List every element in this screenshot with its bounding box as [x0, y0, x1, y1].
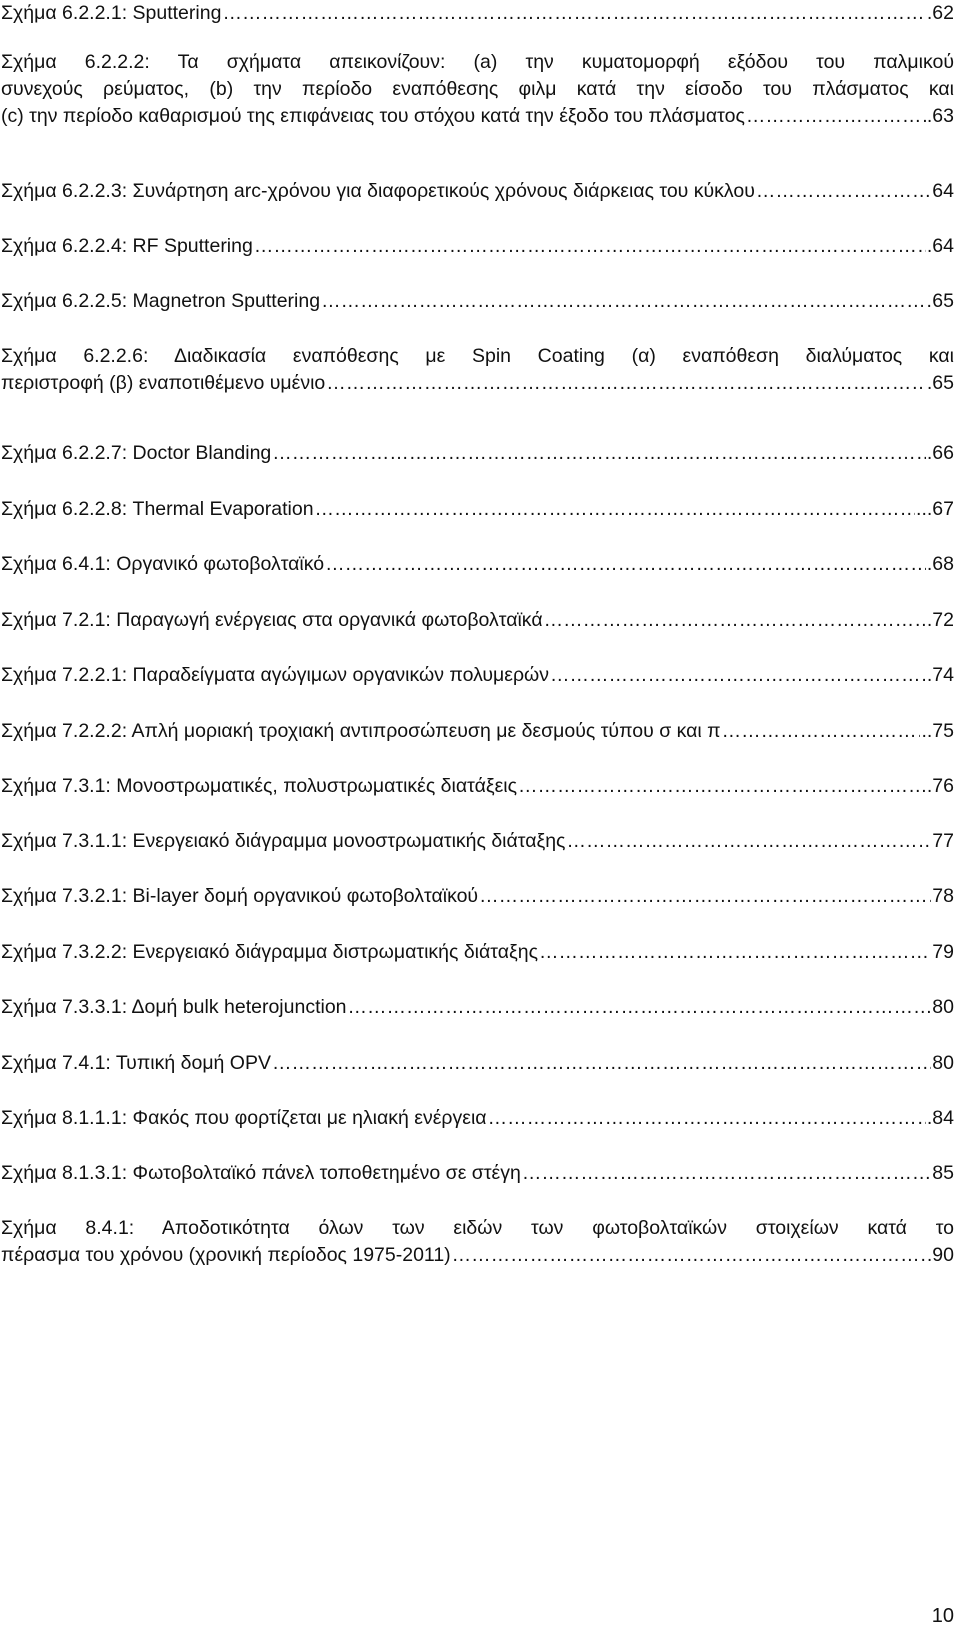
toc-entry[interactable]	[1, 718, 954, 745]
toc-entry-label: Σχήμα 7.4.1: Τυπική δομή OPV	[1, 1052, 271, 1074]
dot-leader	[321, 288, 931, 315]
toc-entry-page: 77	[932, 830, 954, 852]
toc-entry-page: .65	[926, 372, 954, 394]
toc-entry-page: ..75	[921, 720, 954, 742]
toc-entry-label: Σχήμα 7.3.2.2: Ενεργειακό διάγραμμα διστρωματικής διάταξης	[1, 941, 538, 963]
toc-entry-label: Σχήμα 6.4.1: Οργανικό φωτοβολταϊκό	[1, 553, 325, 575]
toc-entry-line	[1, 662, 954, 689]
toc-entry-page: 79	[932, 941, 954, 963]
toc-entry[interactable]	[1, 662, 954, 689]
toc-entry-line	[1, 1050, 954, 1077]
toc-entry-line	[1, 883, 954, 910]
toc-entry-line	[1, 939, 954, 966]
toc-entry-line	[1, 288, 954, 315]
dot-leader	[272, 1050, 931, 1077]
toc-entry[interactable]	[1, 773, 954, 800]
toc-entry-page: 65	[932, 290, 954, 312]
toc-entry-label: Σχήμα 7.3.2.1: Bi-layer δομή οργανικού φωτοβολταϊκού	[1, 885, 479, 907]
toc-entry[interactable]	[1, 1160, 954, 1187]
toc-entry-line	[1, 233, 954, 260]
dot-leader	[566, 828, 931, 855]
dot-leader	[518, 773, 926, 800]
dot-leader	[315, 496, 916, 523]
toc-entry[interactable]	[1, 288, 954, 315]
toc-entry-label: Σχήμα 7.2.2.2: Απλή μοριακή τροχιακή αντιπροσώπευση με δεσμούς τύπου σ και π	[1, 720, 721, 742]
toc-entry-page: .84	[926, 1107, 954, 1129]
toc-entry-line	[1, 551, 954, 578]
toc-entry-page: .66	[926, 442, 954, 464]
dot-leader	[550, 662, 926, 689]
dot-leader	[325, 551, 926, 578]
dot-leader	[326, 370, 926, 397]
toc-entry-line: Σχήμα 6.2.2.6: Διαδικασία εναπόθεσης με Spin Coating (α) εναπόθεση διαλύματος και	[1, 345, 954, 367]
dot-leader	[479, 883, 931, 910]
dot-leader	[539, 939, 931, 966]
toc-entry[interactable]	[1, 1105, 954, 1132]
toc-entry[interactable]	[1, 496, 954, 523]
toc-entry-line	[1, 440, 954, 467]
toc-entry-line	[1, 0, 954, 27]
dot-leader	[488, 1105, 926, 1132]
toc-entry[interactable]	[1, 178, 954, 205]
toc-entry-line: Σχήμα 8.4.1: Αποδοτικότητα όλων των ειδών των φωτοβολταϊκών στοιχείων κατά το	[1, 1217, 954, 1239]
toc-entry-page: .68	[926, 553, 954, 575]
toc-entry[interactable]	[1, 0, 954, 27]
toc-entry-label: Σχήμα 7.2.1: Παραγωγή ενέργειας στα οργανικά φωτοβολταϊκά	[1, 609, 543, 631]
toc-entry-line	[1, 1105, 954, 1132]
toc-entry-label: Σχήμα 6.2.2.4: RF Sputtering	[1, 235, 253, 257]
page-number: 10	[931, 1605, 954, 1627]
toc-entry-label: Σχήμα 7.3.1.1: Ενεργειακό διάγραμμα μονοστρωματικής διάταξης	[1, 830, 566, 852]
toc-entry-line	[1, 718, 954, 745]
toc-entry-page: ...67	[916, 498, 954, 520]
dot-leader	[272, 440, 926, 467]
toc-entry-page: 85	[932, 1162, 954, 1184]
toc-entry-page: .64	[926, 235, 954, 257]
toc-entry-line	[1, 1160, 954, 1187]
toc-entry-label: (c) την περίοδο καθαρισμού της επιφάνειας του στόχου κατά την έξοδο του πλάσματος	[1, 105, 745, 127]
toc-entry-line: συνεχούς ρεύματος, (b) την περίοδο εναπόθεσης φιλμ κατά την είσοδο του πλάσματος και	[1, 78, 954, 100]
toc-entry[interactable]	[1, 440, 954, 467]
toc-entry-label: Σχήμα 6.2.2.7: Doctor Blanding	[1, 442, 272, 464]
toc-entry-page: .63	[926, 105, 954, 127]
toc-entry-line	[1, 994, 954, 1021]
toc-entry-label: Σχήμα 7.3.1: Μονοστρωματικές, πολυστρωματικές διατάξεις	[1, 775, 517, 797]
toc-entry-line	[1, 1242, 954, 1269]
toc-entry-line: Σχήμα 6.2.2.2: Τα σχήματα απεικονίζουν: (a) την κυματομορφή εξόδου του παλμικού	[1, 51, 954, 73]
toc-entry[interactable]	[1, 49, 954, 130]
toc-entry[interactable]	[1, 233, 954, 260]
toc-entry-label: Σχήμα 8.1.1.1: Φακός που φορτίζεται με ηλιακή ενέργεια	[1, 1107, 487, 1129]
toc-entry[interactable]	[1, 1050, 954, 1077]
toc-entry[interactable]	[1, 939, 954, 966]
dot-leader	[522, 1160, 931, 1187]
toc-entry-line	[1, 370, 954, 397]
toc-entry-line	[1, 773, 954, 800]
toc-entry[interactable]	[1, 994, 954, 1021]
toc-entry-label: περιστροφή (β) εναποτιθέμενο υμένιο	[1, 372, 326, 394]
toc-entry-label: Σχήμα 6.2.2.3: Συνάρτηση arc-χρόνου για διαφορετικούς χρόνους διάρκειας του κύκλου	[1, 180, 755, 202]
toc-entry-label: Σχήμα 6.2.2.1: Sputtering	[1, 2, 222, 24]
toc-entry[interactable]	[1, 551, 954, 578]
toc-entry[interactable]	[1, 883, 954, 910]
dot-leader	[254, 233, 926, 260]
dot-leader	[756, 178, 931, 205]
toc-entry-page: .72	[926, 609, 954, 631]
toc-entry-line	[1, 178, 954, 205]
toc-entry-line	[1, 496, 954, 523]
toc-entry-page: .90	[926, 1244, 954, 1266]
toc-entry-line	[1, 607, 954, 634]
toc-entry[interactable]	[1, 343, 954, 397]
toc-entry-page: .76	[926, 775, 954, 797]
dot-leader	[222, 0, 925, 27]
toc-entry[interactable]	[1, 607, 954, 634]
toc-entry-page: 78	[932, 885, 954, 907]
toc-entry-page: .62	[926, 2, 954, 24]
dot-leader	[544, 607, 926, 634]
toc-entry-label: Σχήμα 8.1.3.1: Φωτοβολταϊκό πάνελ τοποθετημένο σε στέγη	[1, 1162, 521, 1184]
toc-entry-label: Σχήμα 7.3.3.1: Δομή bulk heterojunction	[1, 996, 347, 1018]
dot-leader	[348, 994, 932, 1021]
toc-entry-label: Σχήμα 6.2.2.5: Magnetron Sputtering	[1, 290, 321, 312]
toc-entry-line	[1, 103, 954, 130]
toc-entry-line	[1, 828, 954, 855]
dot-leader	[746, 103, 926, 130]
toc-entry-label: Σχήμα 7.2.2.1: Παραδείγματα αγώγιμων οργανικών πολυμερών	[1, 664, 550, 686]
dot-leader	[722, 718, 921, 745]
toc-entry-page: 80	[932, 1052, 954, 1074]
toc-entry-label: πέρασμα του χρόνου (χρονική περίοδος 1975-2011)	[1, 1244, 451, 1266]
toc-entry[interactable]	[1, 828, 954, 855]
toc-entry-page: 64	[932, 180, 954, 202]
toc-entry-page: 80	[932, 996, 954, 1018]
dot-leader	[452, 1242, 926, 1269]
toc-entry-label: Σχήμα 6.2.2.8: Thermal Evaporation	[1, 498, 314, 520]
toc-entry-page: .74	[926, 664, 954, 686]
toc-entry[interactable]	[1, 1215, 954, 1269]
